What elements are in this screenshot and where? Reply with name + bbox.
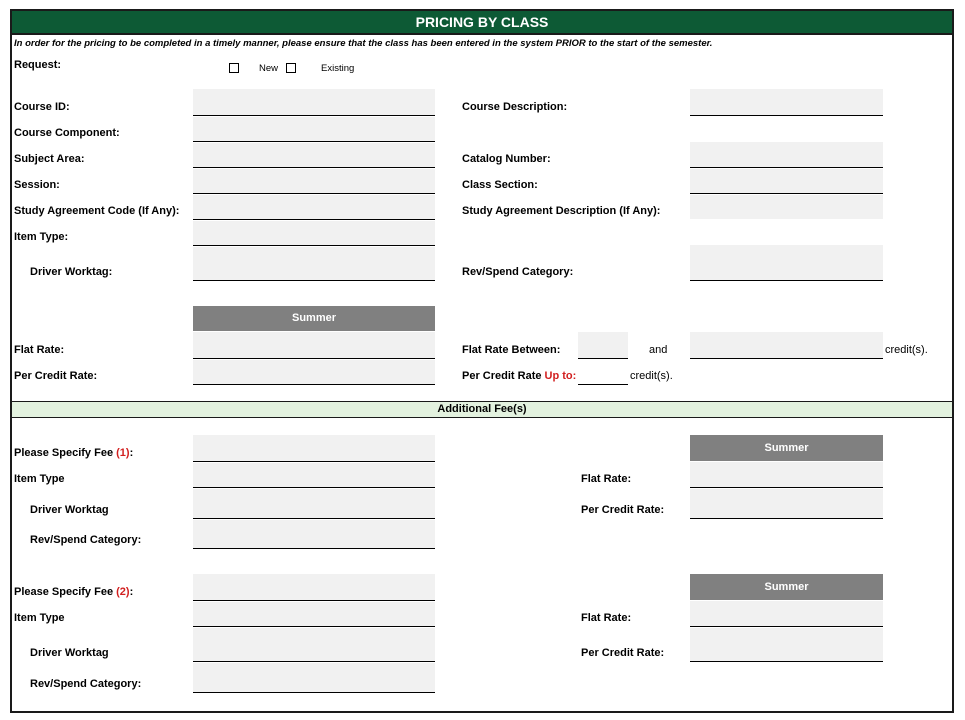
title-divider	[12, 33, 952, 35]
fee-2-driver-worktag-label: Driver Worktag	[30, 647, 109, 659]
catalog-number-label: Catalog Number:	[462, 153, 551, 165]
fee-2-rev-spend-field[interactable]	[193, 663, 435, 693]
study-agreement-code-field[interactable]	[193, 195, 435, 220]
subject-area-field[interactable]	[193, 143, 435, 168]
fee-2-per-credit-rate-label: Per Credit Rate:	[581, 647, 665, 659]
rev-spend-category-label: Rev/Spend Category:	[462, 266, 574, 278]
per-credit-max-credits-field[interactable]	[578, 362, 628, 385]
request-new-label: New	[259, 63, 279, 74]
fee-1-per-credit-rate-field[interactable]	[690, 489, 883, 519]
flat-rate-min-credits-field[interactable]	[578, 332, 628, 359]
fee-1-driver-worktag-field[interactable]	[193, 489, 435, 519]
study-agreement-description-label: Study Agreement Description (If Any):	[462, 205, 661, 217]
request-existing-label: Existing	[321, 63, 355, 74]
instructions-notice: In order for the pricing to be completed in a timely manner, please ensure that the class has been entered in the system PRIOR to the start of the semester.	[14, 38, 713, 49]
fee-2-colon: :	[129, 586, 134, 598]
fee-2-number: (2)	[116, 586, 130, 598]
course-id-field[interactable]	[193, 89, 435, 116]
fee-2-per-credit-rate-field[interactable]	[690, 628, 883, 662]
rev-spend-category-field[interactable]	[690, 245, 883, 281]
study-agreement-description-field[interactable]	[690, 195, 883, 219]
fee-1-driver-worktag-label: Driver Worktag	[30, 504, 109, 516]
request-label: Request:	[14, 59, 62, 71]
request-new-checkbox[interactable]	[229, 63, 239, 73]
fee-1-per-credit-rate-label: Per Credit Rate:	[581, 504, 665, 516]
flat-rate-field[interactable]	[193, 332, 435, 359]
fee-1-colon: :	[129, 447, 134, 459]
fee-1-specify-label	[14, 447, 133, 459]
per-credit-rate-field[interactable]	[193, 360, 435, 385]
per-credit-rate-up-to-label	[462, 370, 576, 382]
fee-2-item-type-label: Item Type	[14, 612, 65, 624]
driver-worktag-field[interactable]	[193, 247, 435, 281]
flat-rate-between-label: Flat Rate Between:	[462, 344, 561, 356]
driver-worktag-label: Driver Worktag:	[30, 266, 113, 278]
fee-1-number: (1)	[116, 447, 130, 459]
subject-area-label: Subject Area:	[14, 153, 85, 165]
fee-2-specify-field[interactable]	[193, 574, 435, 601]
course-component-label: Course Component:	[14, 127, 120, 139]
course-description-field[interactable]	[690, 89, 883, 116]
fee-2-rev-spend-label: Rev/Spend Category:	[30, 678, 142, 690]
fee-2-specify-label	[14, 586, 133, 598]
course-id-label: Course ID:	[14, 101, 70, 113]
fee-1-flat-rate-field[interactable]	[690, 462, 883, 488]
flat-rate-max-credits-field[interactable]	[690, 332, 883, 359]
form-title: PRICING BY CLASS	[12, 11, 952, 33]
course-component-field[interactable]	[193, 117, 435, 142]
fee-1-rev-spend-field[interactable]	[193, 520, 435, 549]
fee-2-driver-worktag-field[interactable]	[193, 628, 435, 662]
class-section-label: Class Section:	[462, 179, 538, 191]
fee-1-summer-header: Summer	[690, 435, 883, 461]
credits-text-2: credit(s).	[630, 370, 673, 382]
fee-2-flat-rate-field[interactable]	[690, 601, 883, 627]
fee-1-item-type-field[interactable]	[193, 463, 435, 488]
credits-text: credit(s).	[885, 344, 928, 356]
item-type-field[interactable]	[193, 221, 435, 246]
and-text: and	[649, 344, 668, 356]
catalog-number-field[interactable]	[690, 142, 883, 168]
fee-1-specify-field[interactable]	[193, 435, 435, 462]
course-description-label: Course Description:	[462, 101, 568, 113]
up-to-text: Up to:	[544, 370, 577, 382]
study-agreement-code-label: Study Agreement Code (If Any):	[14, 205, 180, 217]
fee-1-flat-rate-label: Flat Rate:	[581, 473, 632, 485]
session-field[interactable]	[193, 169, 435, 194]
fee-2-item-type-field[interactable]	[193, 602, 435, 627]
fee-2-flat-rate-label: Flat Rate:	[581, 612, 632, 624]
class-section-field[interactable]	[690, 169, 883, 194]
request-existing-checkbox[interactable]	[286, 63, 296, 73]
fee-2-specify-prefix: Please Specify Fee	[14, 586, 117, 598]
additional-fees-header: Additional Fee(s)	[12, 401, 952, 418]
fee-1-item-type-label: Item Type	[14, 473, 65, 485]
summer-term-header: Summer	[193, 306, 435, 331]
per-credit-rate-label: Per Credit Rate:	[14, 370, 98, 382]
item-type-label: Item Type:	[14, 231, 69, 243]
flat-rate-label: Flat Rate:	[14, 344, 65, 356]
per-credit-rate-prefix: Per Credit Rate	[462, 370, 545, 382]
session-label: Session:	[14, 179, 60, 191]
fee-1-rev-spend-label: Rev/Spend Category:	[30, 534, 142, 546]
fee-1-specify-prefix: Please Specify Fee	[14, 447, 117, 459]
fee-2-summer-header: Summer	[690, 574, 883, 600]
